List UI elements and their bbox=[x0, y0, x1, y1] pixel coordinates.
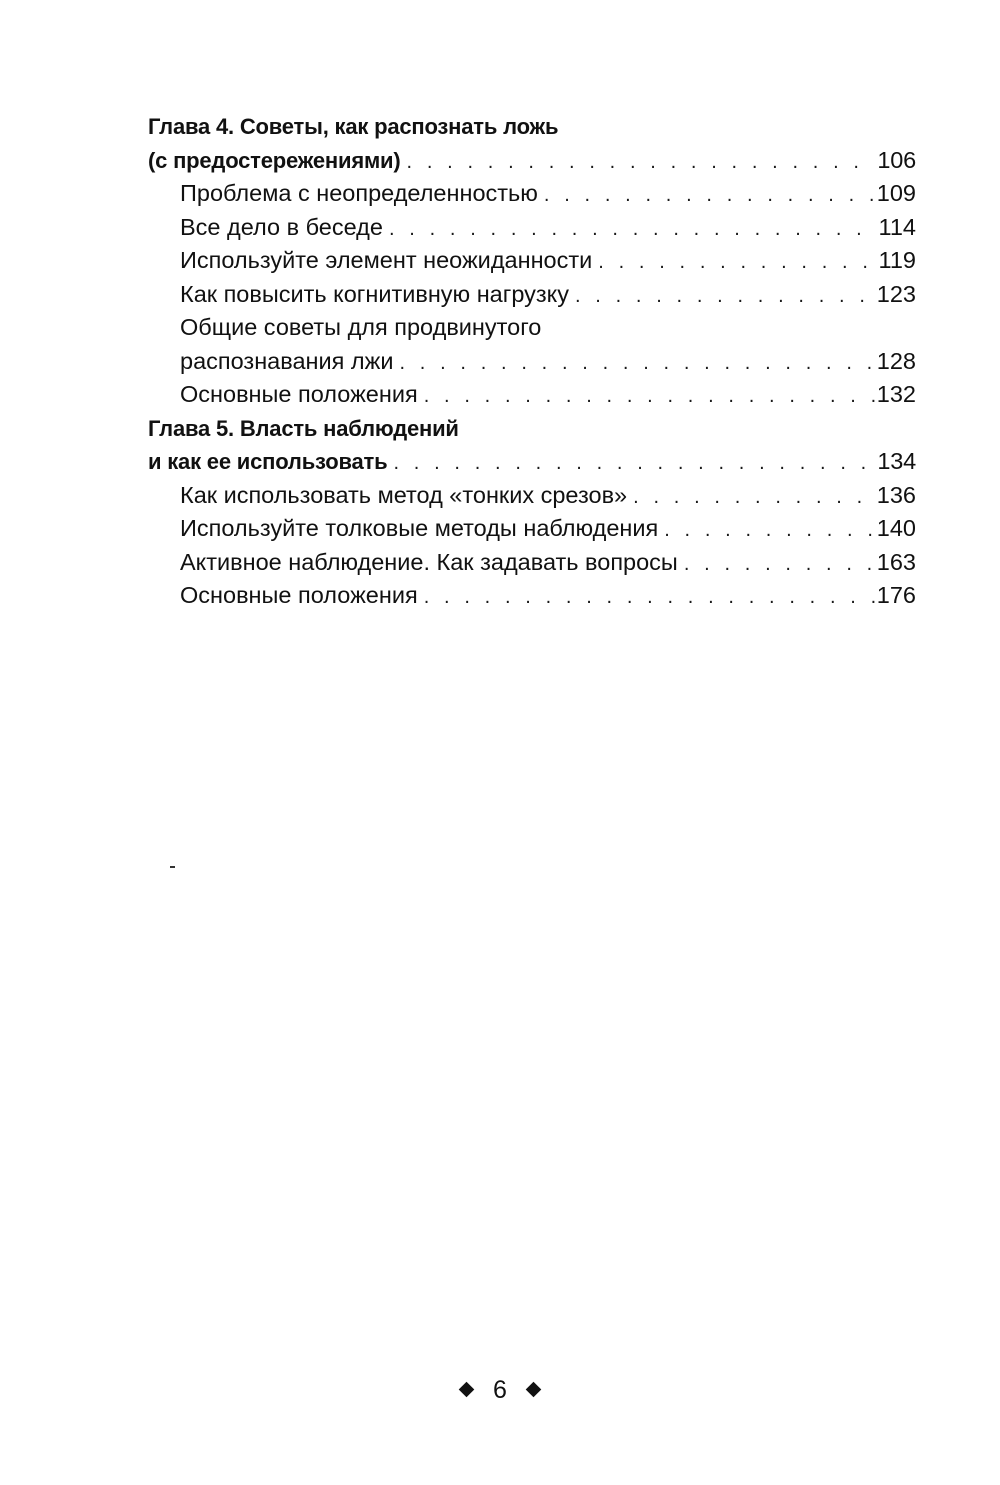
toc-item-title-line2: распознавания лжи bbox=[180, 347, 394, 374]
dot-leader bbox=[664, 514, 875, 548]
dot-leader bbox=[633, 481, 875, 515]
toc-item-page: 119 bbox=[878, 247, 916, 273]
toc-item[interactable] bbox=[180, 345, 916, 379]
toc-item[interactable] bbox=[180, 378, 916, 412]
toc-item-title: Как использовать метод «тонких срезов» bbox=[180, 481, 628, 508]
toc-item-title: Как повысить когнитивную нагрузку bbox=[180, 280, 569, 307]
table-of-contents bbox=[148, 110, 916, 613]
dot-leader bbox=[407, 146, 876, 180]
toc-item[interactable] bbox=[180, 177, 916, 211]
toc-item-title-line1: Общие советы для продвинутого bbox=[180, 314, 542, 340]
toc-item[interactable] bbox=[180, 278, 916, 312]
page-number: 6 bbox=[493, 1376, 507, 1404]
dot-leader bbox=[575, 280, 875, 314]
dot-leader bbox=[544, 179, 875, 213]
toc-item-title: Используйте элемент неожиданности bbox=[180, 247, 593, 273]
chapter-4-page: 106 bbox=[877, 146, 916, 173]
dot-leader bbox=[424, 380, 875, 414]
dot-leader bbox=[424, 581, 875, 615]
chapter-5-entry[interactable] bbox=[148, 445, 916, 479]
toc-item-page: 136 bbox=[876, 481, 916, 508]
toc-item-title: Активное наблюдение. Как задавать вопросы bbox=[180, 548, 678, 575]
toc-item-page: 109 bbox=[876, 180, 916, 206]
stray-mark bbox=[170, 866, 175, 868]
toc-item[interactable] bbox=[180, 479, 916, 513]
toc-item-title: Используйте толковые методы наблюдения bbox=[180, 515, 659, 541]
toc-item-page: 114 bbox=[878, 213, 916, 240]
toc-item-title: Все дело в беседе bbox=[180, 213, 383, 240]
dot-leader bbox=[393, 447, 875, 481]
toc-item-page: 163 bbox=[876, 548, 916, 575]
chapter-5-title-line1: Глава 5. Власть наблюдений bbox=[148, 415, 459, 441]
toc-item-title: Проблема с неопределенностью bbox=[180, 180, 538, 206]
dot-leader bbox=[598, 246, 876, 280]
toc-item[interactable] bbox=[180, 579, 916, 613]
toc-item-title: Основные положения bbox=[180, 582, 418, 608]
toc-item[interactable] bbox=[180, 512, 916, 546]
chapter-4-title-line1: Глава 4. Советы, как распознать ложь bbox=[148, 114, 559, 139]
toc-item-page: 132 bbox=[876, 381, 916, 407]
toc-item-page: 140 bbox=[876, 515, 916, 541]
dot-leader bbox=[389, 213, 877, 247]
toc-item-title: Основные положения bbox=[180, 381, 418, 407]
toc-item-page: 128 bbox=[876, 347, 916, 374]
toc-item-page: 123 bbox=[876, 280, 916, 307]
dot-leader bbox=[399, 347, 874, 381]
chapter-5-title-line2: и как ее использовать bbox=[148, 449, 388, 474]
page-footer bbox=[0, 1370, 1000, 1410]
dot-leader bbox=[684, 548, 875, 582]
chapter-5-page: 134 bbox=[877, 448, 916, 474]
toc-item[interactable] bbox=[180, 211, 916, 245]
diamond-icon bbox=[526, 1382, 542, 1398]
toc-item-page: 176 bbox=[876, 582, 916, 608]
toc-item[interactable] bbox=[180, 244, 916, 278]
toc-item[interactable] bbox=[180, 546, 916, 580]
diamond-icon bbox=[459, 1382, 475, 1398]
chapter-4-entry[interactable] bbox=[148, 144, 916, 178]
chapter-4-title-line2: (с предостережениями) bbox=[148, 147, 401, 173]
